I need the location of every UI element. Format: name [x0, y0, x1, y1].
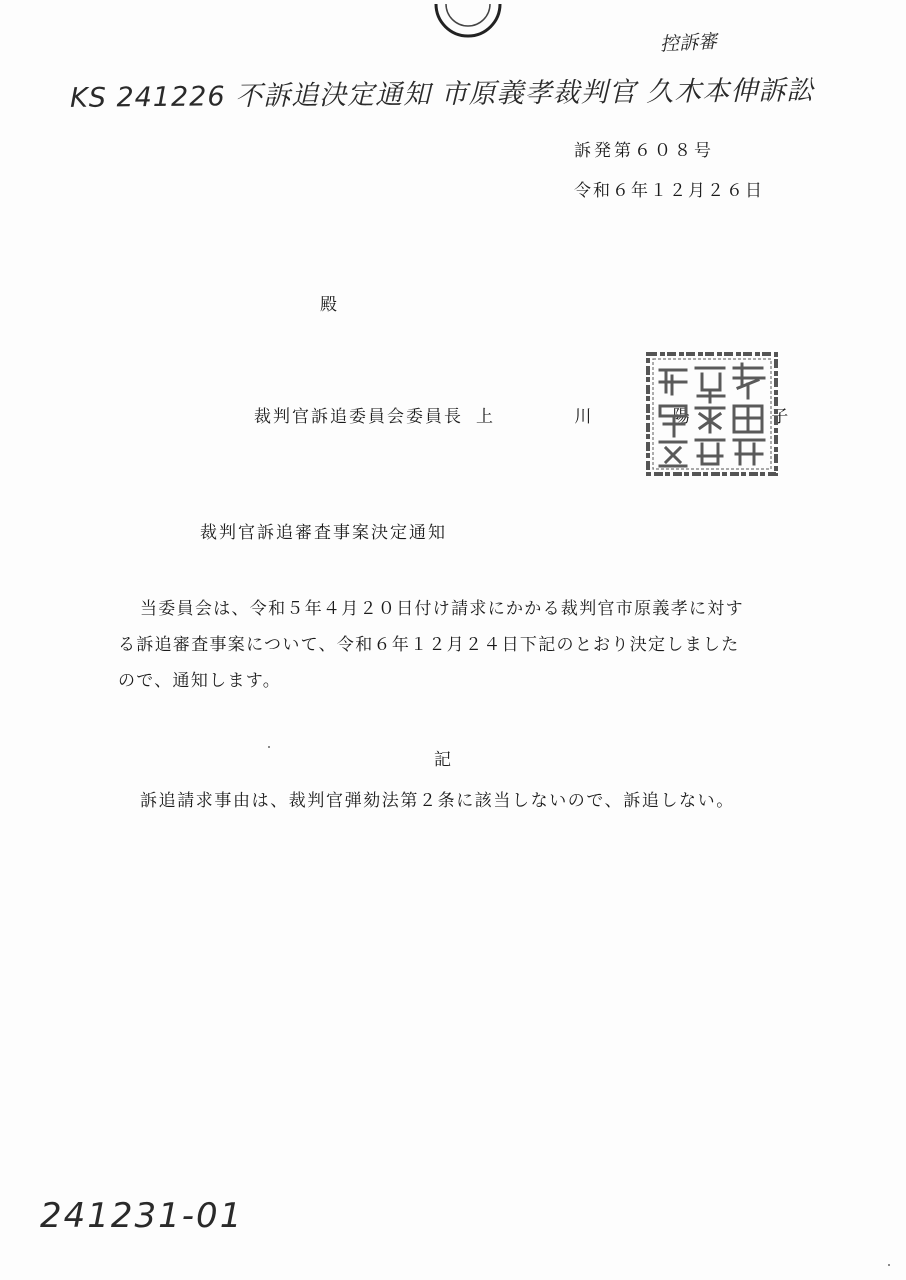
- body-line: 当委員会は、令和５年４月２０日付け請求にかかる裁判官市原義孝に対す: [140, 599, 744, 619]
- handwritten-footer-number: 241231-01: [40, 1196, 244, 1236]
- document-date: 令和６年１２月２６日: [574, 181, 764, 201]
- addressee-honorific: 殿: [320, 295, 338, 315]
- document-title: 裁判官訴追審査事案決定通知: [200, 523, 447, 543]
- body-line: る訴追審査事案について、令和６年１２月２４日下記のとおり決定しました: [118, 635, 740, 655]
- punch-hole-mark: [432, 4, 504, 44]
- ki-heading: 記: [434, 750, 452, 770]
- handwritten-corner-note: 控訴審: [659, 30, 718, 56]
- official-seal-stamp: [642, 348, 782, 480]
- scan-speck: [888, 1264, 890, 1266]
- notice-body: [118, 591, 778, 699]
- body-line: ので、通知します。: [118, 671, 281, 691]
- sender-name: 上 川 陽 子: [476, 407, 827, 427]
- decision-statement: 訴追請求事由は、裁判官弾劾法第２条に該当しないので、訴追しない。: [140, 791, 735, 811]
- scan-speck: [268, 746, 270, 748]
- handwritten-header-note: KS 241226 不訴追決定通知 市原義孝裁判官 久木本伸訴訟: [69, 75, 815, 114]
- document-number: 訴発第６０８号: [574, 141, 714, 161]
- sender-title: 裁判官訴追委員会委員長: [254, 407, 463, 427]
